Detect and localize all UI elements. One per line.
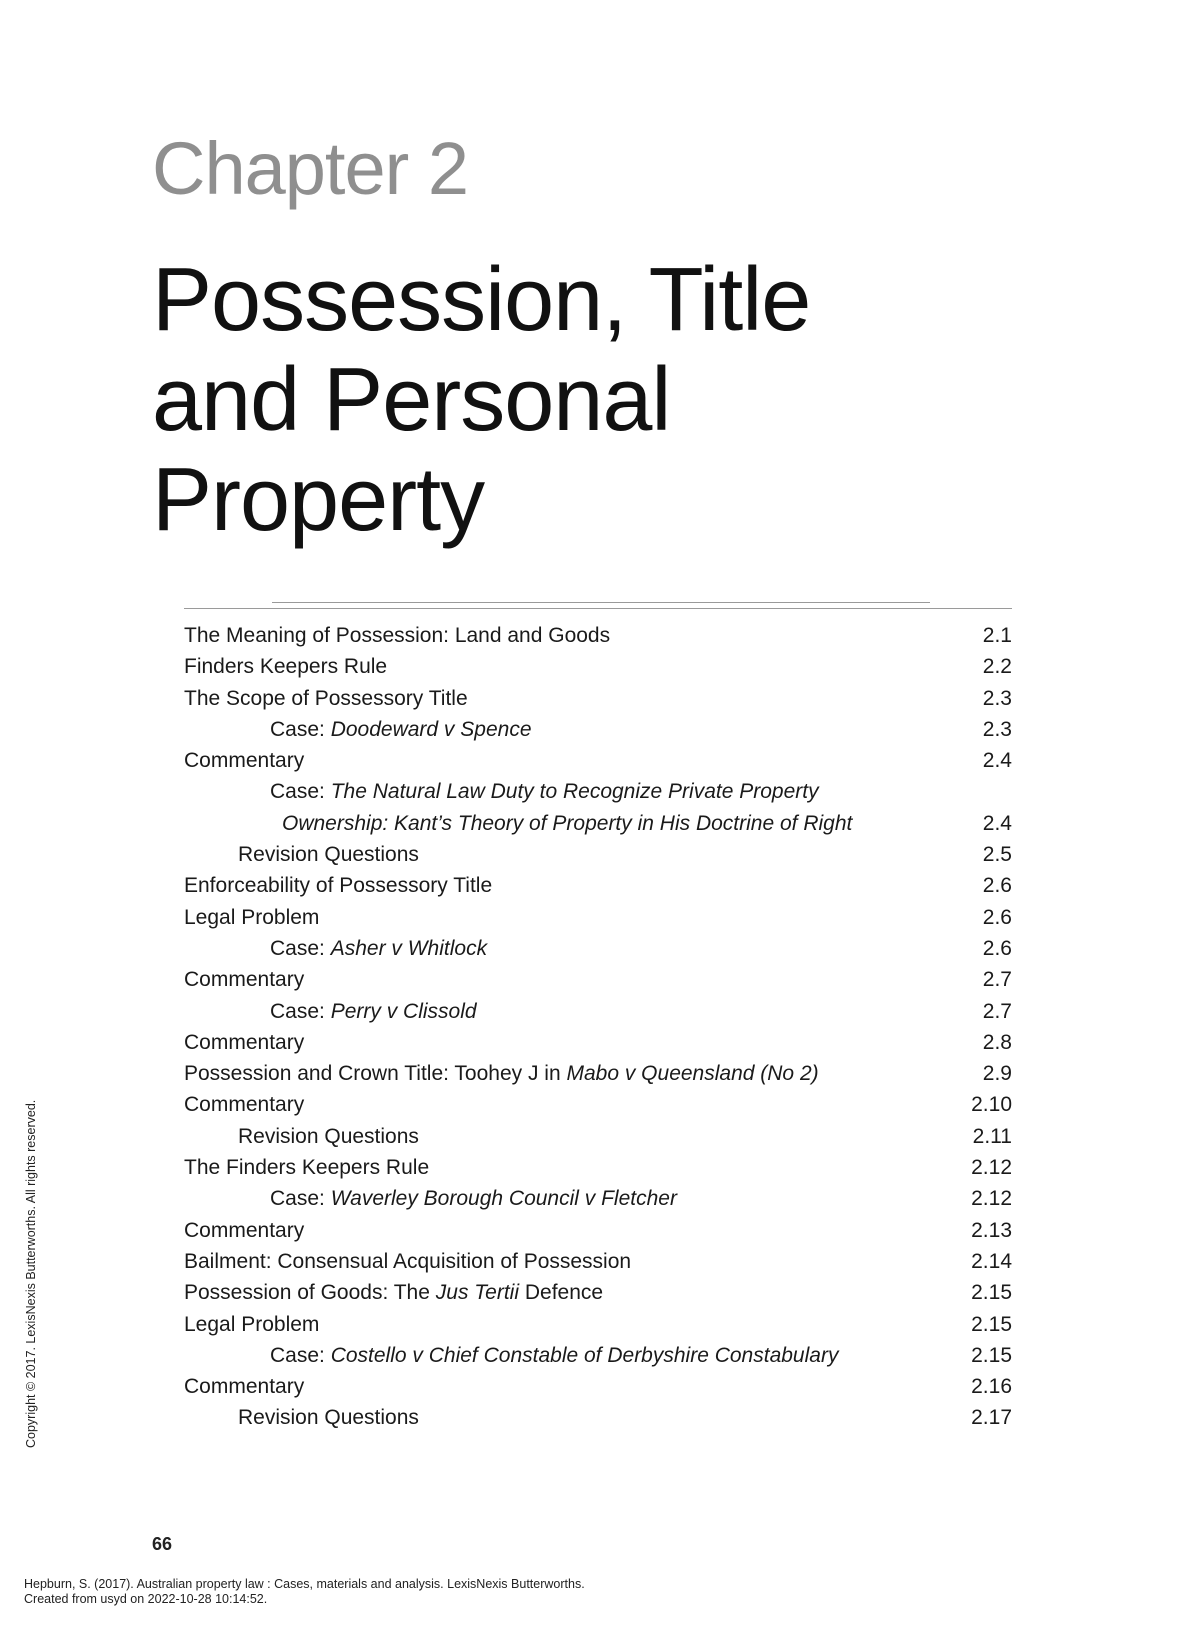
toc-paragraph-number: 2.13 [971, 1218, 1012, 1242]
toc-paragraph-number: 2.15 [971, 1312, 1012, 1336]
toc-paragraph-number: 2.16 [971, 1375, 1012, 1399]
toc-entry [184, 1027, 1012, 1058]
toc-entry [184, 776, 1012, 807]
toc-entry [184, 1402, 1012, 1433]
footer [24, 1577, 585, 1607]
chapter-title-line: Possession, Title [152, 250, 811, 350]
toc-paragraph-number: 2.7 [982, 999, 1012, 1023]
toc-entry-text: Legal Problem [184, 1312, 320, 1336]
toc-entry-italic-text: Costello v Chief Constable of Derbyshire Constabulary [330, 1343, 839, 1367]
toc-entry-title [282, 808, 852, 839]
toc-paragraph-number: 2.2 [982, 655, 1012, 679]
toc-paragraph-number: 2.4 [982, 749, 1012, 773]
toc-paragraph-number: 2.7 [982, 968, 1012, 992]
table-of-contents [184, 620, 1012, 1434]
toc-paragraph-number: 2.17 [971, 1406, 1012, 1430]
toc-paragraph-number: 2.1 [982, 624, 1012, 647]
toc-entry-title [184, 1215, 304, 1246]
toc-paragraph-number: 2.8 [982, 1030, 1012, 1054]
toc-paragraph-number: 2.6 [982, 936, 1012, 960]
toc-entry [184, 1089, 1012, 1120]
toc-entry-text: Commentary [184, 1093, 305, 1117]
toc-entry-text: Case: [270, 780, 331, 804]
toc-paragraph-number: 2.4 [982, 811, 1012, 835]
toc-entry [184, 1277, 1012, 1308]
toc-entry [184, 964, 1012, 995]
toc-entry-title [270, 776, 819, 807]
toc-entry-text: Bailment: Consensual Acquisition of Possession [184, 1249, 632, 1273]
toc-entry-title [184, 1277, 603, 1308]
toc-entry-text: The Scope of Possessory Title [184, 686, 468, 710]
toc-entry [184, 1121, 1012, 1152]
toc-entry-text: Defence [519, 1281, 604, 1305]
toc-entry-text: Revision Questions [238, 1406, 419, 1430]
toc-entry-title [238, 1121, 419, 1152]
chapter-title [152, 250, 810, 550]
toc-entry-italic-text: Waverley Borough Council v Fletcher [330, 1187, 677, 1211]
toc-entry [184, 870, 1012, 901]
toc-entry-text: The Meaning of Possession: Land and Goods [184, 624, 611, 647]
toc-entry [184, 1371, 1012, 1402]
divider-long [184, 608, 1012, 609]
toc-entry-text: The Finders Keepers Rule [184, 1156, 430, 1180]
toc-paragraph-number: 2.5 [982, 843, 1012, 867]
toc-entry-italic-text: Asher v Whitlock [330, 936, 488, 960]
toc-entry [184, 902, 1012, 933]
toc-entry-text: Case: [270, 717, 331, 741]
toc-entry-title [238, 839, 419, 870]
toc-entry-text: Legal Problem [184, 905, 320, 929]
toc-entry-title [184, 1309, 319, 1340]
toc-entry-italic-text: Mabo v Queensland (No 2) [566, 1062, 819, 1086]
footer-created: Created from usyd on 2022-10-28 10:14:52. [24, 1592, 268, 1606]
toc-paragraph-number: 2.12 [971, 1187, 1012, 1211]
toc-entry [184, 1183, 1012, 1214]
toc-entry [184, 1152, 1012, 1183]
toc-entry-title [184, 1152, 429, 1183]
footer-citation: Hepburn, S. (2017). Australian property law : Cases, materials and analysis. LexisNexis Butterworths. [24, 1577, 585, 1591]
toc-entry-title [238, 1402, 419, 1433]
copyright-notice: Copyright © 2017. LexisNexis Butterworths. All rights reserved. [24, 1099, 38, 1448]
toc-entry-italic-text: Jus Tertii [435, 1281, 520, 1305]
toc-entry-title [184, 620, 610, 651]
chapter-title-line: Property [152, 450, 485, 550]
toc-paragraph-number: 2.15 [971, 1343, 1012, 1367]
toc-entry-title [184, 1058, 819, 1089]
toc-paragraph-number: 2.3 [982, 717, 1012, 741]
toc-entry-title [184, 1027, 304, 1058]
toc-entry-title [184, 745, 304, 776]
toc-entry [184, 714, 1012, 745]
toc-paragraph-number: 2.9 [982, 1062, 1012, 1086]
toc-entry-text: Finders Keepers Rule [184, 655, 388, 679]
toc-entry-italic-text: Doodeward v Spence [330, 717, 532, 741]
chapter-label: Chapter 2 [152, 127, 468, 210]
toc-entry-text: Commentary [184, 749, 305, 773]
toc-entry [184, 651, 1012, 682]
chapter-title-line: and Personal [152, 350, 671, 450]
toc-entry-text: Case: [270, 1343, 331, 1367]
toc-entry [184, 996, 1012, 1027]
toc-entry-title [184, 651, 387, 682]
toc-entry [184, 683, 1012, 714]
toc-paragraph-number: 2.12 [971, 1156, 1012, 1180]
toc-entry [184, 808, 1012, 839]
toc-paragraph-number: 2.11 [972, 1124, 1012, 1148]
toc-entry-text: Possession and Crown Title: Toohey J in [184, 1062, 567, 1086]
toc-entry-text: Enforceability of Possessory Title [184, 874, 493, 898]
toc-entry-text: Commentary [184, 1375, 305, 1399]
toc-paragraph-number: 2.15 [971, 1281, 1012, 1305]
toc-entry [184, 839, 1012, 870]
toc-paragraph-number: 2.6 [982, 874, 1012, 898]
toc-paragraph-number: 2.14 [971, 1249, 1012, 1273]
toc-entry-italic-text: Ownership: Kant’s Theory of Property in His Doctrine of Right [282, 811, 853, 835]
toc-entry-text: Commentary [184, 968, 305, 992]
toc-entry [184, 1246, 1012, 1277]
toc-entry-title [184, 1371, 304, 1402]
toc-entry-text: Case: [270, 1187, 331, 1211]
toc-entry-title [270, 714, 532, 745]
toc-entry-italic-text: Perry v Clissold [330, 999, 477, 1023]
toc-entry-text: Commentary [184, 1030, 305, 1054]
toc-paragraph-number: 2.3 [982, 686, 1012, 710]
toc-entry-text: Revision Questions [238, 843, 419, 867]
toc-entry-text: Revision Questions [238, 1124, 419, 1148]
toc-entry [184, 620, 1012, 651]
toc-entry [184, 1340, 1012, 1371]
toc-entry-title [270, 933, 487, 964]
toc-entry-title [270, 1183, 677, 1214]
toc-entry-text: Commentary [184, 1218, 305, 1242]
toc-paragraph-number: 2.6 [982, 905, 1012, 929]
toc-entry-text: Possession of Goods: The [184, 1281, 436, 1305]
toc-entry-title [184, 683, 468, 714]
toc-entry-title [184, 1246, 631, 1277]
toc-paragraph-number: 2.10 [971, 1093, 1012, 1117]
divider-short [272, 602, 930, 603]
toc-entry-text: Case: [270, 999, 331, 1023]
toc-entry [184, 1215, 1012, 1246]
toc-entry-text: Case: [270, 936, 331, 960]
toc-entry-title [270, 1340, 838, 1371]
toc-entry [184, 1058, 1012, 1089]
toc-entry-title [184, 902, 319, 933]
page-number: 66 [152, 1534, 173, 1554]
toc-entry [184, 745, 1012, 776]
toc-entry-title [270, 996, 477, 1027]
toc-entry-italic-text: The Natural Law Duty to Recognize Private Property [330, 780, 819, 804]
toc-entry-title [184, 870, 492, 901]
toc-entry [184, 1309, 1012, 1340]
toc-entry-title [184, 964, 304, 995]
toc-entry-title [184, 1089, 304, 1120]
toc-entry [184, 933, 1012, 964]
